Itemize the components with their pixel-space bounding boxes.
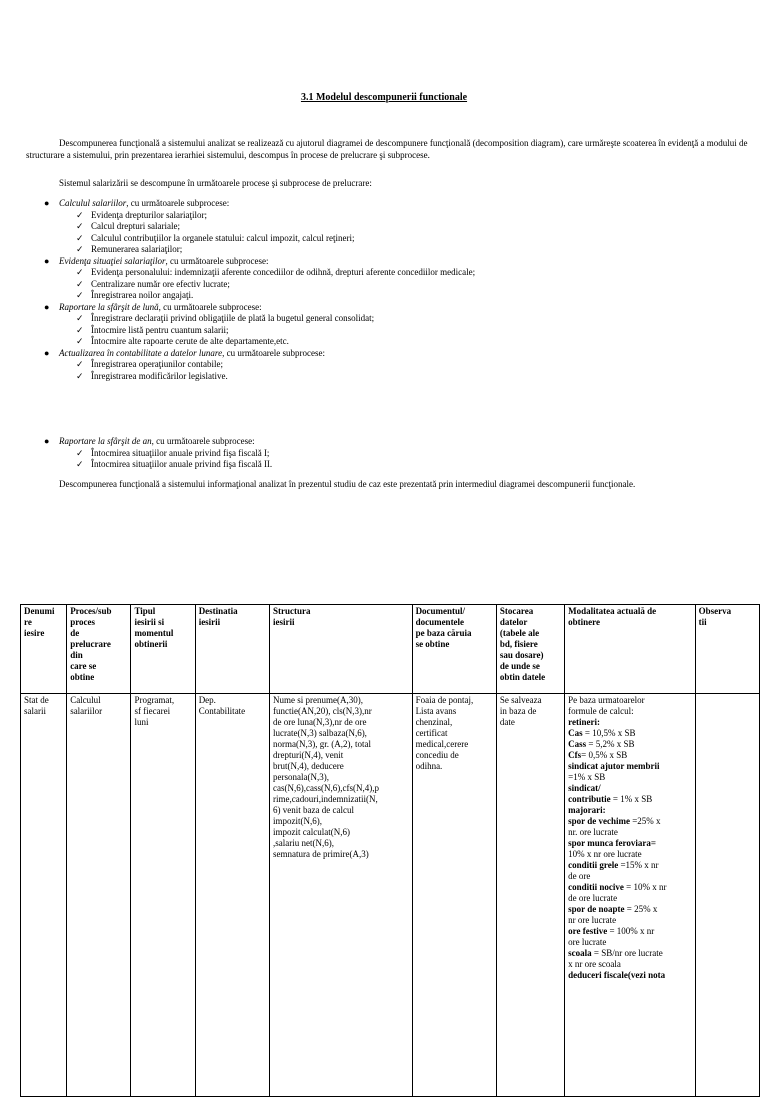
cell-line <box>568 706 692 717</box>
subprocess-label: Înregistrarea modificărilor legislative. <box>91 370 228 381</box>
cell-line: 6) venit baza de calcul <box>272 805 354 815</box>
check-icon: ✓ <box>76 267 84 277</box>
header-line: tii <box>698 617 707 627</box>
header-line: documentele <box>415 617 465 627</box>
subprocess-label: Evidenţa personalului: indemnizaţii aferente concediilor de odihnă, drepturi aferente concediilor medicale; <box>91 267 476 277</box>
cell-formula: = SB/nr ore lucrate <box>591 948 663 958</box>
header-line: iesirii <box>272 617 295 627</box>
process-suffix: , cu următoarele subprocese: <box>126 198 230 208</box>
check-icon: ✓ <box>76 459 84 469</box>
column-header <box>412 605 496 694</box>
subprocess-label: Întocmirea situaţiilor anuale privind fişa fiscală II. <box>91 459 273 469</box>
subprocess-list <box>59 313 750 348</box>
cell-term: spor munca feroviara= <box>568 838 656 848</box>
subprocess-item <box>59 448 750 460</box>
check-icon: ✓ <box>76 447 84 458</box>
cell-line: in baza de <box>499 706 537 716</box>
header-line: momentul <box>134 628 174 638</box>
cell-line: Calculul <box>70 695 101 705</box>
cell-formula: = 0,5% x SB <box>581 750 628 760</box>
cell-line: salarii <box>24 706 46 716</box>
cell-line: lucrate(N,3) salbaza(N,6), <box>272 728 367 738</box>
cell-term: deduceri fiscale(vezi nota <box>568 970 666 980</box>
cell-term: sindicat/ <box>568 783 601 793</box>
cell-line <box>568 849 692 860</box>
cell-line <box>568 970 692 981</box>
check-icon: ✓ <box>76 370 84 381</box>
cell-line <box>568 827 692 838</box>
cell-line: Nume si prenume(A,30), <box>272 695 363 705</box>
cell-line <box>568 893 692 904</box>
subprocess-item <box>59 325 750 337</box>
cell-line: date <box>499 717 515 727</box>
check-icon: ✓ <box>76 278 84 289</box>
cell-line: medical,cerere <box>415 739 469 749</box>
check-icon: ✓ <box>76 232 84 243</box>
column-header <box>269 605 412 694</box>
table-cell <box>269 694 412 1097</box>
cell-line <box>568 794 692 805</box>
subprocess-label: Întocmire alte rapoarte cerute de alte departamente,etc. <box>91 336 289 346</box>
subprocess-item <box>59 359 750 371</box>
subprocess-list <box>59 267 750 302</box>
header-line: obtin datele <box>499 672 546 682</box>
process-name: Raportare la sfârşit de an <box>59 436 152 446</box>
header-line: (tabele ale <box>499 628 540 638</box>
cell-line <box>568 915 692 926</box>
cell-line <box>568 805 692 816</box>
process-suffix: , cu următoarele subprocese: <box>165 255 269 266</box>
subprocess-item <box>59 244 750 256</box>
header-line: iesirii <box>198 617 221 627</box>
subprocess-item <box>59 371 750 383</box>
cell-line <box>568 871 692 882</box>
cell-formula: = 10,5% x SB <box>582 728 636 738</box>
cell-line <box>568 838 692 849</box>
header-line: obtinere <box>568 617 600 627</box>
table-header-row <box>21 605 760 694</box>
subprocess-list <box>59 448 750 471</box>
subprocess-item <box>59 313 750 325</box>
table-cell <box>496 694 564 1097</box>
cell-line <box>568 695 692 706</box>
cell-formula: = 5,2% x SB <box>586 739 635 749</box>
check-icon: ✓ <box>76 290 84 300</box>
cell-line <box>568 959 692 970</box>
header-line: Tipul <box>134 606 156 616</box>
table-cell <box>412 694 496 1097</box>
cell-term: Cas <box>568 728 583 738</box>
subprocess-item <box>59 221 750 233</box>
header-line: iesirii si <box>134 617 165 627</box>
cell-formula: = 10% x nr <box>623 882 667 892</box>
cell-term: x nr ore scoala <box>568 959 621 969</box>
cell-line: de ore luna(N,3),nr de ore <box>272 717 367 727</box>
cell-line: Foaia de pontaj, <box>415 695 474 705</box>
check-icon: ✓ <box>76 324 84 335</box>
table-cell <box>131 694 195 1097</box>
subprocess-list <box>59 210 750 256</box>
header-line: de <box>70 628 80 638</box>
section-title: 3.1 Modelul descompunerii functionale <box>300 92 468 103</box>
cell-line: Programat, <box>134 695 175 705</box>
cell-formula: = 1% x SB <box>610 794 653 804</box>
process-name: Evidenţa situaţiei salariaţilor <box>59 255 166 266</box>
cell-line: luni <box>134 717 149 727</box>
closing-paragraph: Descompunerea funcţională a sistemului informaţional analizat în prezentul studiu de caz este prezentată prin intermediul diagramei descompunerii funcţionale. <box>59 479 636 489</box>
table-row <box>21 694 760 1097</box>
header-line: re <box>24 617 32 627</box>
cell-formula: =15% x nr <box>618 860 659 870</box>
cell-line: sf fiecarei <box>134 706 171 716</box>
cell-line <box>568 904 692 915</box>
cell-line: Contabilitate <box>198 706 246 716</box>
subprocess-item <box>59 290 750 302</box>
cell-line: Se salveaza <box>499 695 542 705</box>
check-icon: ✓ <box>76 313 84 323</box>
cell-formula: = 100% x nr <box>607 926 655 936</box>
table-cell <box>67 694 131 1097</box>
subprocess-label: Înregistrarea noilor angajaţi. <box>91 290 194 300</box>
cell-line <box>568 772 692 783</box>
cell-line: norma(N,3), gr. (A,2), total <box>272 739 371 749</box>
subprocess-item <box>59 267 750 279</box>
cell-line <box>568 948 692 959</box>
cell-term: spor de noapte <box>568 904 625 914</box>
cell-term: conditii grele <box>568 860 619 870</box>
cell-term: nr. ore lucrate <box>568 827 618 837</box>
bullet-icon: ● <box>44 436 50 446</box>
cell-line: brut(N,4), deducere <box>272 761 344 771</box>
cell-line <box>568 750 692 761</box>
header-line: Proces/sub <box>70 606 112 616</box>
process-name: Actualizarea în contabilitate a datelor lunare <box>59 347 223 358</box>
cell-term: formule de calcul: <box>568 706 634 716</box>
cell-term: ore festive <box>568 926 608 936</box>
cell-term: sindicat ajutor membrii <box>568 761 660 771</box>
cell-term: =1% x SB <box>568 772 606 782</box>
cell-line <box>568 882 692 893</box>
check-icon: ✓ <box>76 221 84 231</box>
cell-line: rime,cadouri,indemnizatii(N, <box>272 794 378 804</box>
column-header <box>21 605 67 694</box>
subprocess-label: Întocmire listă pentru cuantum salarii; <box>91 324 229 335</box>
cell-line: salariilor <box>70 706 103 716</box>
cell-term: de ore <box>568 871 591 881</box>
header-line: datelor <box>499 617 528 627</box>
process-item <box>26 348 750 383</box>
cell-term: nr ore lucrate <box>568 915 617 925</box>
subprocess-item <box>59 210 750 222</box>
check-icon: ✓ <box>76 359 84 369</box>
table-cell <box>565 694 696 1097</box>
cell-line <box>568 717 692 728</box>
cell-term: retineri: <box>568 717 600 727</box>
header-line: Documentul/ <box>415 606 466 616</box>
subprocess-label: Remunerarea salariaţilor; <box>91 244 183 254</box>
process-suffix: , cu următoarele subprocese: <box>222 347 326 358</box>
cell-line <box>568 783 692 794</box>
cell-line: semnatura de primire(A,3) <box>272 849 369 859</box>
cell-line: certificat <box>415 728 448 738</box>
cell-line: odihna. <box>415 761 443 771</box>
header-line: prelucrare <box>70 639 111 649</box>
column-header <box>131 605 195 694</box>
cell-line: cas(N,6),cass(N,6),cfs(N,4),p <box>272 783 379 793</box>
column-header <box>67 605 131 694</box>
cell-line: ,salariu net(N,6), <box>272 838 334 848</box>
cell-line <box>568 937 692 948</box>
header-line: proces <box>70 617 96 627</box>
cell-term: majorari: <box>568 805 606 815</box>
cell-line: Stat de <box>24 695 49 705</box>
cell-formula: = 25% x <box>624 904 658 914</box>
header-line: din <box>70 650 83 660</box>
subprocess-label: Înregistrarea operaţiunilor contabile; <box>91 359 223 369</box>
cell-term: de ore lucrate <box>568 893 618 903</box>
process-list <box>26 198 750 382</box>
subprocess-label: Întocmirea situaţiilor anuale privind fişa fiscală I; <box>91 447 270 458</box>
header-line: de unde se <box>499 661 540 671</box>
header-line: iesire <box>24 628 45 638</box>
cell-term: Cfs <box>568 750 582 760</box>
header-line: care se <box>70 661 97 671</box>
header-line: se obtine <box>415 639 450 649</box>
table-cell <box>195 694 269 1097</box>
cell-term: Pe baza urmatoarelor <box>568 695 645 705</box>
column-header <box>496 605 564 694</box>
cell-line <box>568 926 692 937</box>
header-line: obtine <box>70 672 95 682</box>
cell-line: drepturi(N,4), venit <box>272 750 344 760</box>
process-suffix: , cu următoarele subprocese: <box>151 436 255 446</box>
bullet-icon: ● <box>44 255 50 266</box>
table-cell <box>695 694 759 1097</box>
cell-line <box>568 739 692 750</box>
subprocess-item <box>59 279 750 291</box>
cell-term: Cass <box>568 739 587 749</box>
subprocess-label: Evidenţa drepturilor salariaţilor; <box>91 209 207 220</box>
header-line: bd, fisiere <box>499 639 538 649</box>
cell-term: ore lucrate <box>568 937 607 947</box>
cell-line <box>568 816 692 827</box>
cell-line: Lista avans <box>415 706 457 716</box>
intro-paragraph: Descompunerea funcţională a sistemului analizat se realizează cu ajutorul diagramei de descompunere funcţională (decomposition diagram), care urmăreşte scoaterea în evidenţă a modului de structurare a sistemului, prin prezentarea ierarhiei sistemului, descompus în procese de prelucrare şi subprocese. <box>26 138 748 160</box>
bullet-icon: ● <box>44 347 50 358</box>
process-name: Calculul salariilor <box>59 198 127 208</box>
column-header <box>195 605 269 694</box>
cell-line: functie(AN,20), cls(N,3),nr <box>272 706 372 716</box>
process-item <box>26 198 750 256</box>
subprocess-item <box>59 336 750 348</box>
process-item <box>26 302 750 348</box>
cell-term: 10% x nr ore lucrate <box>568 849 642 859</box>
subprocess-item <box>59 459 750 471</box>
process-suffix: , cu următoarele subprocese: <box>158 301 262 312</box>
cell-line: impozit calculat(N,6) <box>272 827 350 837</box>
header-line: obtinerii <box>134 639 168 649</box>
cell-formula: =25% x <box>629 816 661 826</box>
cell-term: spor de vechime <box>568 816 630 826</box>
cell-term: scoala <box>568 948 592 958</box>
processes-intro: Sistemul salarizării se descompune în următoarele procese şi subprocese de prelucrare: <box>59 178 372 188</box>
outputs-table <box>20 604 760 1097</box>
process-list-year <box>26 436 750 471</box>
cell-line <box>568 728 692 739</box>
cell-line: impozit(N,6), <box>272 816 322 826</box>
cell-term: conditii nocive <box>568 882 624 892</box>
subprocess-label: Calculul contribuţiilor la organele statului: calcul impozit, calcul reţineri; <box>91 232 355 243</box>
subprocess-item <box>59 233 750 245</box>
table-cell <box>21 694 67 1097</box>
check-icon: ✓ <box>76 244 84 254</box>
header-line: Destinatia <box>198 606 238 616</box>
check-icon: ✓ <box>76 209 84 220</box>
header-line: sau dosare) <box>499 650 544 660</box>
cell-line: Dep. <box>198 695 216 705</box>
cell-line: chenzinal, <box>415 717 453 727</box>
cell-line: concediu de <box>415 750 459 760</box>
header-line: pe baza căruia <box>415 628 472 638</box>
cell-line: personala(N,3), <box>272 772 329 782</box>
bullet-icon: ● <box>44 301 50 312</box>
column-header <box>695 605 759 694</box>
check-icon: ✓ <box>76 336 84 346</box>
subprocess-list <box>59 359 750 382</box>
process-item <box>26 256 750 302</box>
cell-line <box>568 860 692 871</box>
subprocess-label: Înregistrare declaraţii privind obligaţiile de plată la bugetul general consolidat; <box>91 313 375 323</box>
process-item <box>26 436 750 471</box>
column-header <box>565 605 696 694</box>
subprocess-label: Centralizare număr ore efectiv lucrate; <box>91 278 230 289</box>
process-name: Raportare la sfârşit de lună <box>59 301 159 312</box>
header-line: Stocarea <box>499 606 534 616</box>
cell-term: contributie <box>568 794 611 804</box>
cell-line <box>568 761 692 772</box>
header-line: Denumi <box>24 606 55 616</box>
header-line: Observa <box>698 606 732 616</box>
header-line: Modalitatea actuală de <box>568 606 657 616</box>
header-line: Structura <box>272 606 311 616</box>
bullet-icon: ● <box>44 198 50 208</box>
subprocess-label: Calcul drepturi salariale; <box>91 221 180 231</box>
